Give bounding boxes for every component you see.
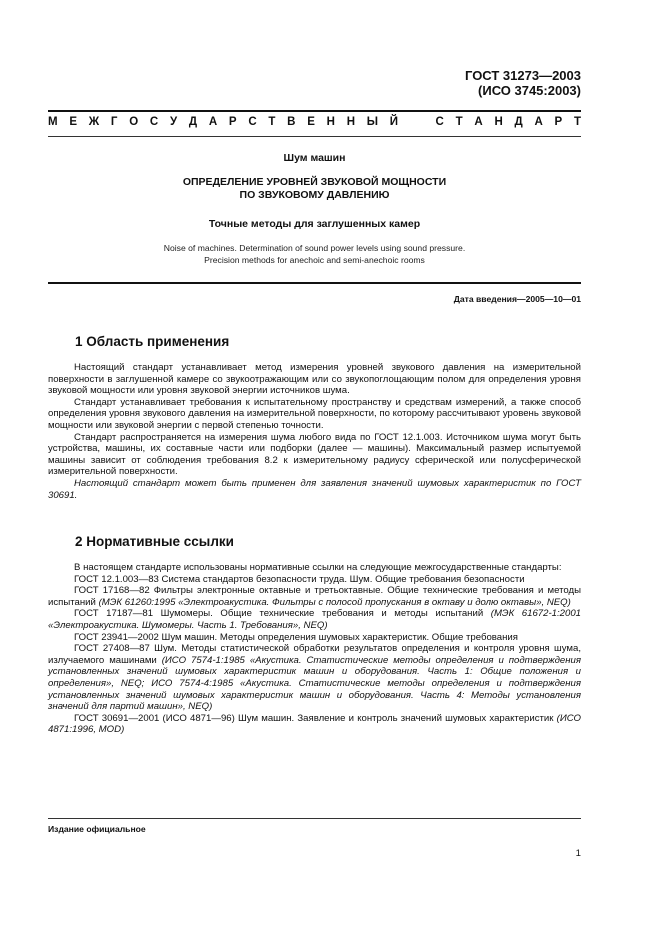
banner-letter: М <box>48 116 58 128</box>
title-rule <box>48 282 581 284</box>
banner-letter: Р <box>228 116 237 128</box>
reference-text: ГОСТ 17168—82 Фильтры электронные октавные и третьоктавные. Общие технические требования и методы испытаний <box>48 585 581 608</box>
banner-letter: Н <box>326 116 335 128</box>
banner-letter: А <box>534 116 543 128</box>
banner-letter: Д <box>188 116 198 128</box>
reference-item: ГОСТ 23941—2002 Шум машин. Методы определения шумовых характеристик. Общие требования <box>74 631 518 643</box>
banner-letter: Ы <box>366 116 379 128</box>
reference-equivalent: (ИСО 7574-1:1985 «Акустика. Статистические методы определения и подтверждения установленных значений шумовых характеристик машин и оборудования. Часть 1: Общие положения и определения», NEQ; ИСО 7574-4:1985 «Акустика. Статистические методы определения и подтверждения установленных значений шумовых характеристик машин и оборудования. Часть 4: Методы установления значений для партий машин», NEQ) <box>48 654 581 713</box>
banner-letter: Е <box>307 116 315 128</box>
banner-letter: Н <box>494 116 503 128</box>
reference-equivalent: (МЭК 61260:1995 «Электроакустика. Фильтры с полосой пропускания в октаву и долю октавы», NEQ) <box>98 596 571 608</box>
reference-equivalent: (ИСО 4871:1996, MOD) <box>48 712 581 736</box>
official-edition: Издание официальное <box>48 824 146 834</box>
banner-letter: С <box>435 116 444 128</box>
title-small: Шум машин <box>283 152 346 164</box>
standard-number: ГОСТ 31273—2003 <box>465 68 581 83</box>
reference-text: ГОСТ 27408—87 Шум. Методы статистической обработки результатов определения и контроля уровня шума, излучаемого машинами <box>48 643 581 666</box>
banner-letter: Р <box>554 116 563 128</box>
reference-text: ГОСТ 30691—2001 (ИСО 4871—96) Шум машин. Заявление и контроль значений шумовых характеристик <box>74 712 557 724</box>
reference-text: ГОСТ 17187—81 Шумомеры. Общие технические требования и методы испытаний <box>74 608 491 620</box>
banner-letter: Й <box>389 116 399 128</box>
title-subtitle: Точные методы для заглушенных камер <box>208 218 421 230</box>
section-scope-body <box>48 362 581 501</box>
title-english-line: Precision methods for anechoic and semi-anechoic rooms <box>204 255 425 265</box>
banner-letter: Н <box>346 116 356 128</box>
banner-rule <box>48 136 581 137</box>
banner-letter: Т <box>455 116 463 128</box>
banner-letter: Е <box>69 116 78 128</box>
title-english <box>48 242 581 266</box>
section-references-body <box>48 562 581 736</box>
banner-letter: А <box>208 116 218 128</box>
paragraph: Настоящий стандарт может быть применен для заявления значений шумовых характеристик по ГОСТ 30691. <box>48 477 581 501</box>
banner-letter: С <box>149 116 159 128</box>
title-main-line: ОПРЕДЕЛЕНИЕ УРОВНЕЙ ЗВУКОВОЙ МОЩНОСТИ <box>182 176 447 188</box>
paragraph: Стандарт распространяется на измерения шума любого вида по ГОСТ 12.1.003. Источником шума могут быть устройства, машины, их составные части или подборки (далее — машины). Максимальный размер испытуемой машины зависит от соблюдения требования 8.2 к измерительному радиусу сферической или полусферической измерительной поверхности. <box>48 431 581 478</box>
reference-item: ГОСТ 12.1.003—83 Система стандартов безопасности труда. Шум. Общие требования безопасности <box>74 573 525 585</box>
banner-letter: В <box>287 116 296 128</box>
banner-letter: Г <box>110 116 118 128</box>
title-main <box>48 176 581 202</box>
reference-item <box>48 643 581 713</box>
standard-designation <box>465 68 581 98</box>
banner-letter: О <box>129 116 139 128</box>
section-heading-references: 2 Нормативные ссылки <box>75 534 234 549</box>
banner-letter: А <box>474 116 483 128</box>
paragraph: В настоящем стандарте использованы нормативные ссылки на следующие межгосударственные стандарты: <box>74 562 562 573</box>
title-main-line: ПО ЗВУКОВОМУ ДАВЛЕНИЮ <box>239 189 390 201</box>
reference-equivalent: (МЭК 61672-1:2001 «Электроакустика. Шумомеры. Часть 1. Требования», NEQ) <box>48 608 581 631</box>
banner-letter: Ж <box>88 116 100 128</box>
reference-item <box>48 585 581 608</box>
title-english-line: Noise of machines. Determination of sound power levels using sound pressure. <box>163 243 466 253</box>
paragraph: Настоящий стандарт устанавливает метод измерения уровней звукового давления на измерительной поверхности в заглушенной камере со звукоотражающим или со звукопоглощающим полом для определения уровня звуковой мощности или уровня звуковой энергии источников шума. <box>48 362 581 397</box>
reference-item <box>48 608 581 631</box>
reference-item <box>48 713 581 736</box>
banner-letter: Т <box>573 116 581 128</box>
iso-number: (ИСО 3745:2003) <box>478 83 581 98</box>
section-heading-scope: 1 Область применения <box>75 334 230 349</box>
interstate-standard-banner <box>48 116 581 128</box>
banner-letter: Т <box>268 116 276 128</box>
banner-letter: С <box>248 116 257 128</box>
top-rule <box>48 110 581 112</box>
banner-letter: Д <box>514 116 523 128</box>
paragraph: Стандарт устанавливает требования к испытательному пространству и средствам измерений, а также способ определения уровня звукового давления на измерительной поверхности, по которому рассчитывают уровень звуковой мощности или звуковой энергии с первой степенью точности. <box>48 396 581 431</box>
introduction-date: Дата введения—2005—10—01 <box>453 294 581 304</box>
footer-rule <box>48 818 581 819</box>
page-number: 1 <box>575 848 581 859</box>
banner-letter: У <box>169 116 178 128</box>
